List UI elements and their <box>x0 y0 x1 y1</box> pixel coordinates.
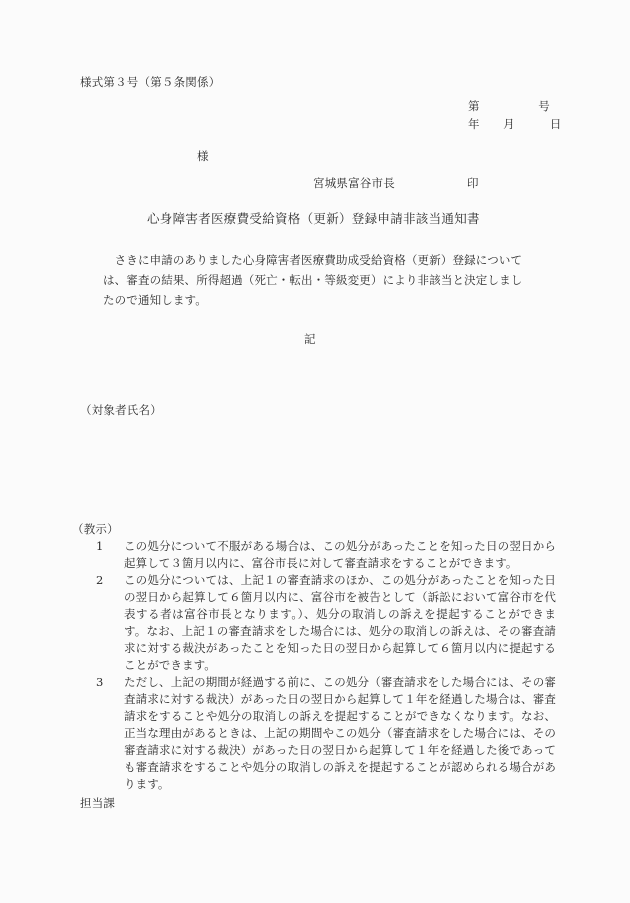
addressee-honorific: 様 <box>197 149 209 163</box>
seal-mark: 印 <box>467 176 479 190</box>
body-paragraph <box>103 250 533 310</box>
document-date-field: 年 月 日 <box>468 117 562 131</box>
instructions-heading: （教示） <box>72 522 119 536</box>
instruction-text: この処分については、上記１の審査請求のほか、この処分があったことを知った日の翌日から起算して６箇月以内に、富谷市を被告として（訴訟において富谷市を代表する者は富谷市長となります。）、処分の取消しの訴えを提起することができます。なお、上記１の審査請求をした場合には、処分の取消しの訴えは、その審査請求に対する裁決があったことを知った日の翌日から起算して６箇月以内に提起することができます。 <box>124 573 556 672</box>
body-text: さきに申請のありました心身障害者医療費助成受給資格（更新）登録については、審査の結果、所得超過（死亡・転出・等級変更）により非該当と決定しましたので通知します。 <box>103 253 523 307</box>
instruction-number: 3 <box>96 675 104 689</box>
document-number-field: 第 号 <box>468 99 550 113</box>
issuer-name: 宮城県富谷市長 <box>313 176 395 190</box>
ki-marker: 記 <box>304 332 316 346</box>
instruction-text: ただし、上記の期間が経過する前に、この処分（審査請求をした場合には、その審査請求に対する裁決）があった日の翌日から起算して１年を経過した場合は、審査請求をすることや処分の取消しの訴えを提起することができなくなります。なお、正当な理由があるときは、上記の期間やこの処分（審査請求をした場合には、その審査請求に対する裁決）があった日の翌日から起算して１年を経過した後であっても審査請求をすることや処分の取消しの訴えを提起することが認められる場合があります。 <box>124 675 556 791</box>
document-title: 心身障害者医療費受給資格（更新）登録申請非該当通知書 <box>147 211 480 226</box>
instruction-number: 2 <box>96 573 104 587</box>
instruction-number: 1 <box>96 539 104 553</box>
target-person-name-label: （対象者氏名） <box>80 403 162 417</box>
instruction-item <box>96 538 556 572</box>
instruction-item <box>96 674 556 793</box>
form-number: 様式第３号（第５条関係） <box>80 75 221 89</box>
instruction-item <box>96 572 556 674</box>
instructions-list <box>96 538 556 793</box>
department-label: 担当課 <box>80 796 116 810</box>
instruction-text: この処分について不服がある場合は、この処分があったことを知った日の翌日から起算して３箇月以内に、富谷市長に対して審査請求をすることができます。 <box>124 539 556 570</box>
